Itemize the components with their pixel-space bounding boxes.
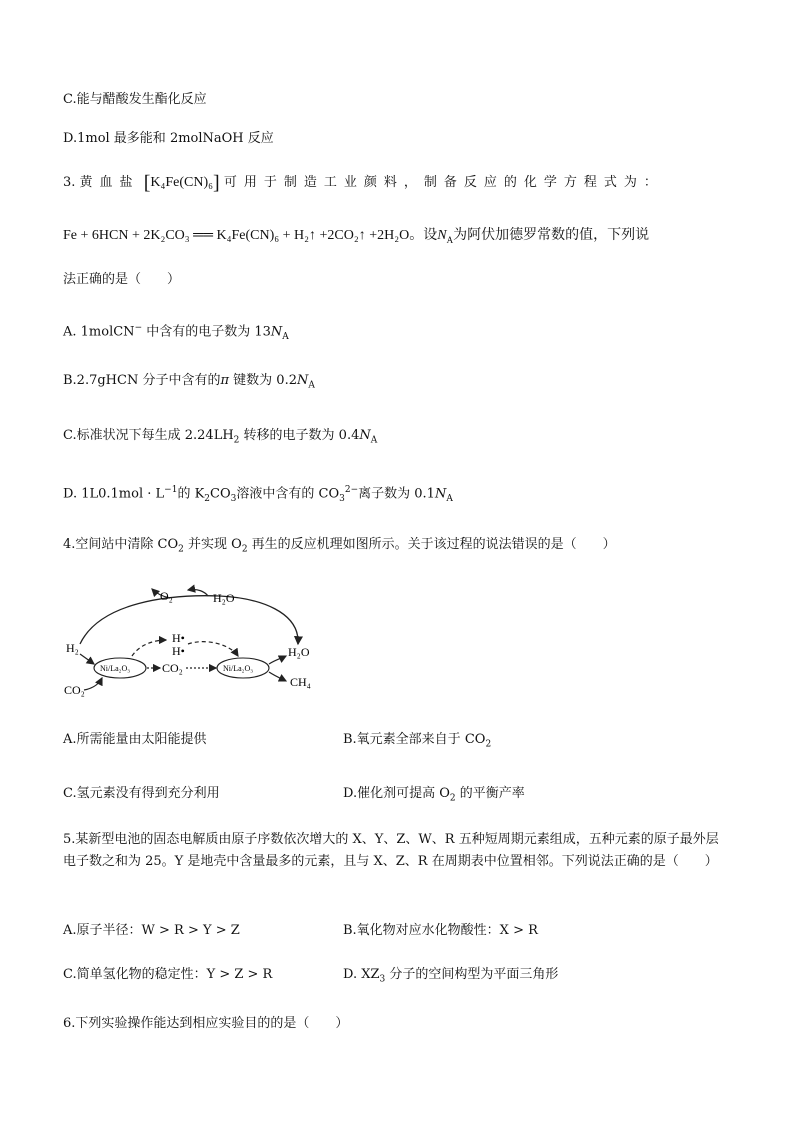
ch4-output-arrow (269, 672, 286, 681)
dashed-arrow-h-up (132, 640, 166, 656)
q4-option-a: A.所需能量由太阳能提供 (63, 732, 207, 747)
co2-input-arrow (84, 678, 102, 690)
q3-number: 3. (63, 175, 76, 190)
o2-label: O₂ (160, 589, 173, 603)
h-radical-top: H• (172, 631, 185, 645)
q3-option-d: D. $1L0.1mol \cdot L^{-1}$的 $K_2CO_3$溶液中含有的 $CO_3^{2-}$离子数为 $0.1N_A$ (63, 485, 453, 504)
co2-mid-label: CO₂ (162, 661, 183, 675)
ch4-label: CH₄ (290, 675, 311, 689)
q4-option-b: B.氧元素全部来自于 $CO_2$ (343, 732, 492, 750)
q3-option-a: A. 1molCN− 中含有的电子数为 $13N_A$ (63, 323, 289, 342)
q4-stem: 4.空间站中清除 $CO_2$ 并实现 $O_2$ 再生的反应机理如图所示。关于该过程的说法错误的是（ ） (63, 537, 616, 555)
q5-option-b: B.氧化物对应水化物酸性：X > R (343, 923, 538, 938)
q6-stem: 6.下列实验操作能达到相应实验目的的是（ ） (63, 1016, 349, 1031)
q3-stem-post: 可用于制造工业颜料，制备反应的化学方程式为： (223, 175, 664, 190)
outer-arc-arrow (80, 596, 298, 644)
q3-stem-pre: 黄血盐 (79, 175, 140, 190)
q5-stem: 5.某新型电池的固态电解质由原子序数依次增大的 X、Y、Z、W、R 五种短周期元素组成，五种元素的原子最外层电子数之和为 25。Y 是地壳中含量最多的元素，且与 X、Z、R 在周期表中位置相邻。下列说法正确的是（ ） (63, 832, 719, 869)
q3-stem-line2: Fe + 6HCN + 2K₂CO₃ ══ K₄Fe(CN)₆ + H₂↑ +2CO₂↑ +2H₂O。设$N_A$为阿伏加德罗常数的值，下列说 (63, 228, 650, 245)
h2-label: H₂ (66, 641, 79, 655)
q3-equation: Fe + 6HCN + 2K₂CO₃ ══ K₄Fe(CN)₆ + H₂↑ +2CO₂↑ +2H₂O (63, 228, 410, 243)
q4-option-c: C.氢元素没有得到充分利用 (63, 786, 220, 801)
q3-option-c: C.标准状况下每生成 $2.24LH_2$ 转移的电子数为 $0.4N_A$ (63, 428, 378, 446)
q5-option-a: A.原子半径：W > R > Y > Z (63, 923, 240, 938)
q3-option-b: B.2.7gHCN 分子中含有的π 键数为 $0.2N_A$ (63, 373, 315, 391)
h2-input-arrow (80, 654, 94, 664)
na-symbol: N (437, 228, 447, 243)
q5-option-d: D. $XZ_3$ 分子的空间构型为平面三角形 (343, 967, 559, 985)
h2o-output-arrow (269, 656, 286, 664)
h2o-input-arrow (188, 589, 208, 596)
q2-option-d: D.1mol 最多能和 2molNaOH 反应 (63, 131, 274, 146)
reaction-mechanism-diagram (60, 582, 330, 702)
h2o-right-label: H₂O (288, 645, 310, 659)
h2o-top-label: H₂O (213, 591, 235, 605)
q3-stem-line1 (63, 173, 664, 193)
catalyst-2-label: Ni/La₂O₃ (223, 664, 254, 673)
dashed-arrow-h-down (188, 642, 238, 656)
q3-salt-formula: [K₄Fe(CN)₆] (143, 172, 220, 194)
q2-option-c: C.能与醋酸发生酯化反应 (63, 92, 207, 107)
q3-stem-line3: 法正确的是（ ） (63, 272, 181, 287)
catalyst-1-label: Ni/La₂O₃ (100, 664, 131, 673)
q4-option-d: D.催化剂可提高 $O_2$ 的平衡产率 (343, 786, 525, 804)
q5-option-c: C.简单氢化物的稳定性：Y > Z > R (63, 967, 273, 982)
co2-bottom-label: CO₂ (64, 683, 85, 697)
h-radical-bottom: H• (172, 644, 185, 658)
